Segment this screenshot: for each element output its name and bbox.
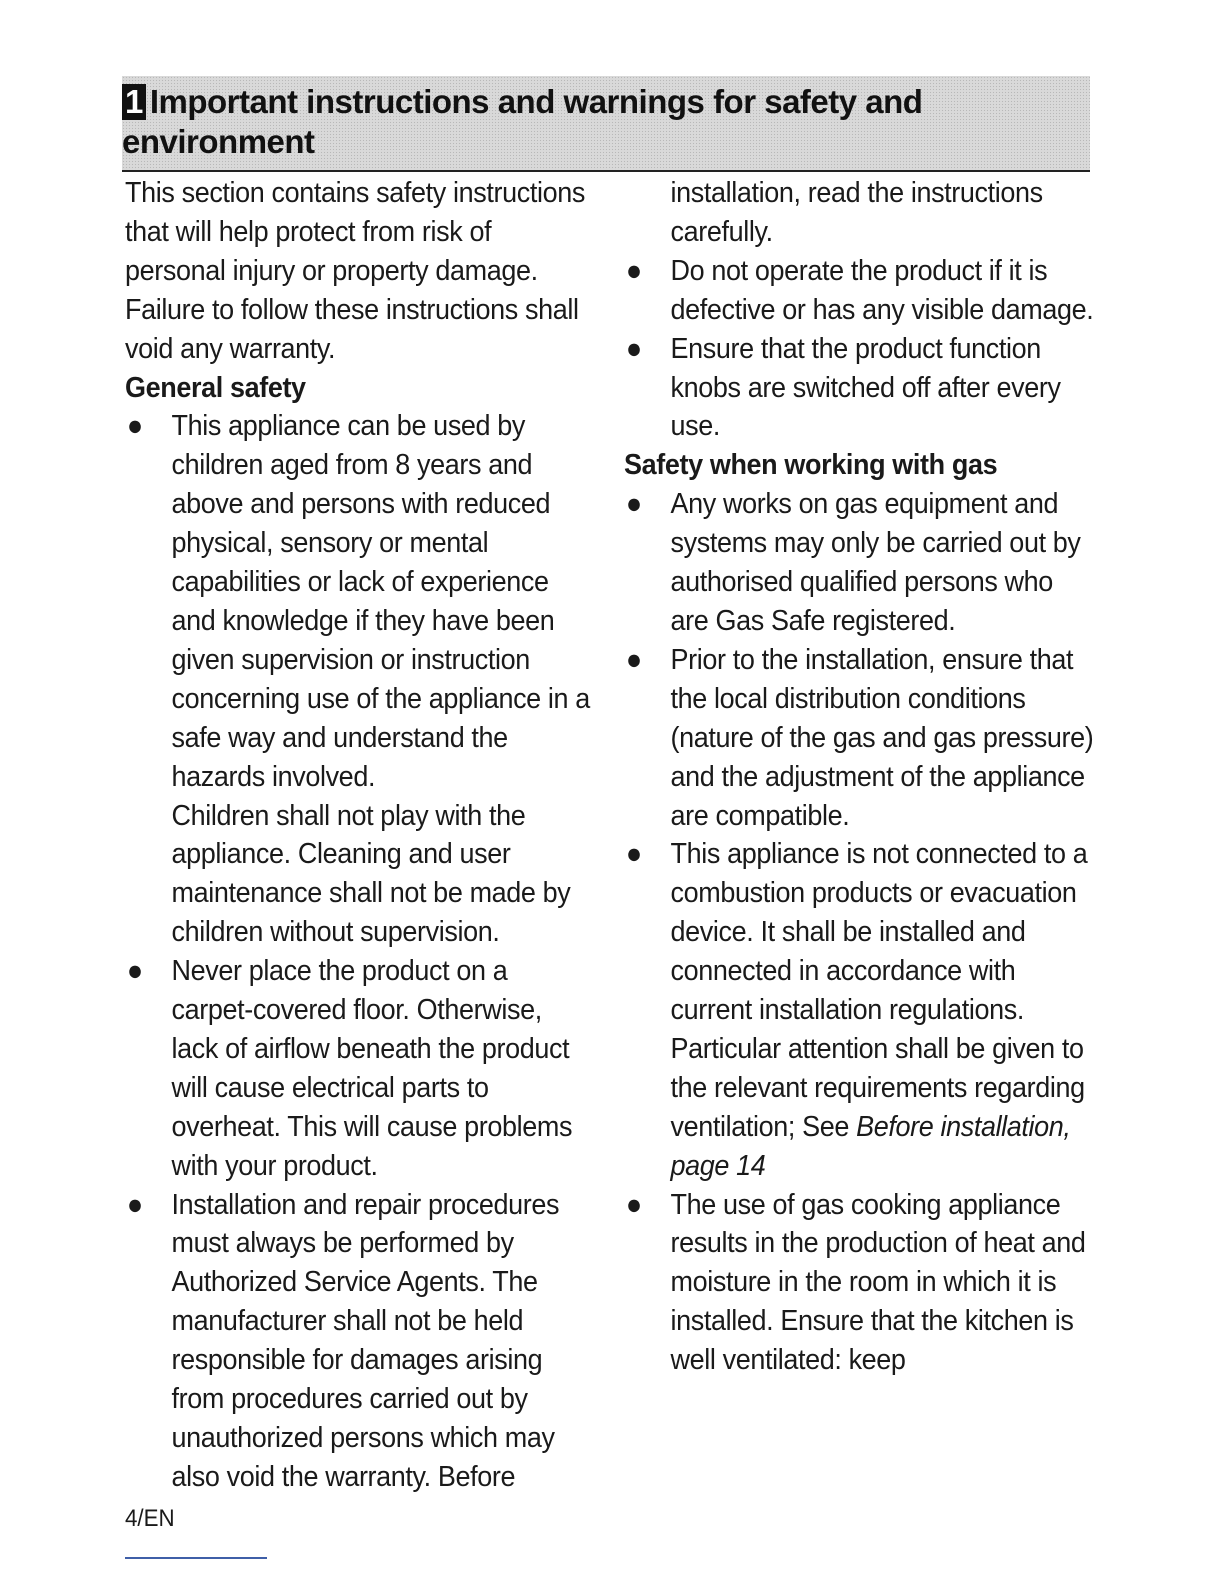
list-item-text: This appliance can be used by children aged from 8 years and above and persons with reduced physical, sensory or mental capabilities or lack of experience and knowledge if they have been given supervision or instruction concerning use of the appliance in a safe way and understand the hazards involved. bbox=[171, 410, 590, 793]
list-item bbox=[624, 485, 1094, 641]
bullet-icon: ● bbox=[625, 488, 642, 521]
list-item-text: Installation and repair procedures must always be performed by Authorized Service Agents. The manufacturer shall not be held responsible for damages arising from procedures carried out by unauthorized persons which may also void the warranty. Before bbox=[171, 1188, 560, 1493]
list-item-text: Prior to the installation, ensure that the local distribution conditions (nature of the gas and gas pressure) and the adjustment of the appliance are compatible. bbox=[670, 643, 1094, 832]
right-column bbox=[624, 174, 1094, 1380]
chapter-number-badge: 1 bbox=[122, 84, 146, 120]
list-item-text: This appliance is not connected to a combustion products or evacuation device. It shall be installed and connected in accordance with current installation regulations. Particular attention shall be given to the relevant requirements regarding ventilation; See bbox=[670, 838, 1088, 1143]
continuation-text: installation, read the instructions carefully. bbox=[670, 177, 1043, 248]
bullet-icon: ● bbox=[126, 955, 143, 988]
list-item bbox=[624, 641, 1094, 836]
gas-safety-heading: Safety when working with gas bbox=[624, 449, 998, 482]
chapter-header bbox=[122, 76, 1090, 172]
footer-divider bbox=[125, 1557, 267, 1559]
gas-safety-list bbox=[624, 485, 1094, 1380]
list-item-extra-text: Children shall not play with the appliance. Cleaning and user maintenance shall not be made by children without supervision. bbox=[171, 799, 571, 949]
bullet-icon: ● bbox=[625, 1188, 642, 1221]
list-item bbox=[125, 952, 590, 1185]
list-item bbox=[624, 835, 1094, 1185]
page-number: 4/EN bbox=[125, 1505, 175, 1532]
chapter-title-text: Important instructions and warnings for safety and environment bbox=[122, 83, 923, 160]
list-item-text: The use of gas cooking appliance results in the production of heat and moisture in the room in which it is installed. Ensure that the kitchen is well ventilated: keep bbox=[670, 1188, 1086, 1377]
list-item-text: Do not operate the product if it is defective or has any visible damage. bbox=[670, 254, 1094, 326]
bullet-icon: ● bbox=[625, 254, 642, 287]
chapter-title bbox=[122, 82, 942, 162]
bullet-icon: ● bbox=[126, 1188, 143, 1221]
list-item-text: Never place the product on a carpet-covered floor. Otherwise, lack of airflow beneath the product will cause electrical parts to overheat. This will cause problems with your product. bbox=[171, 955, 573, 1182]
list-item bbox=[125, 407, 590, 952]
left-column bbox=[125, 174, 590, 1497]
general-safety-heading: General safety bbox=[125, 371, 306, 404]
general-safety-list-continued bbox=[624, 252, 1094, 447]
list-item bbox=[125, 1186, 590, 1497]
list-item-text: Ensure that the product function knobs are switched off after every use. bbox=[670, 332, 1061, 443]
bullet-icon: ● bbox=[625, 643, 642, 676]
list-item bbox=[624, 330, 1094, 447]
list-item-text: Any works on gas equipment and systems may only be carried out by authorised qualified persons who are Gas Safe registered. bbox=[670, 488, 1081, 637]
bullet-icon: ● bbox=[625, 838, 642, 871]
bullet-icon: ● bbox=[625, 332, 642, 365]
page-reference-link[interactable]: Before installation, page 14 bbox=[670, 1110, 1071, 1182]
list-item bbox=[624, 252, 1094, 330]
general-safety-list bbox=[125, 407, 590, 1496]
bullet-icon: ● bbox=[126, 410, 143, 443]
list-item bbox=[624, 1186, 1094, 1381]
intro-paragraph: This section contains safety instructions that will help protect from risk of personal injury or property damage. Failure to follow these instructions shall void any warranty. bbox=[125, 177, 585, 365]
